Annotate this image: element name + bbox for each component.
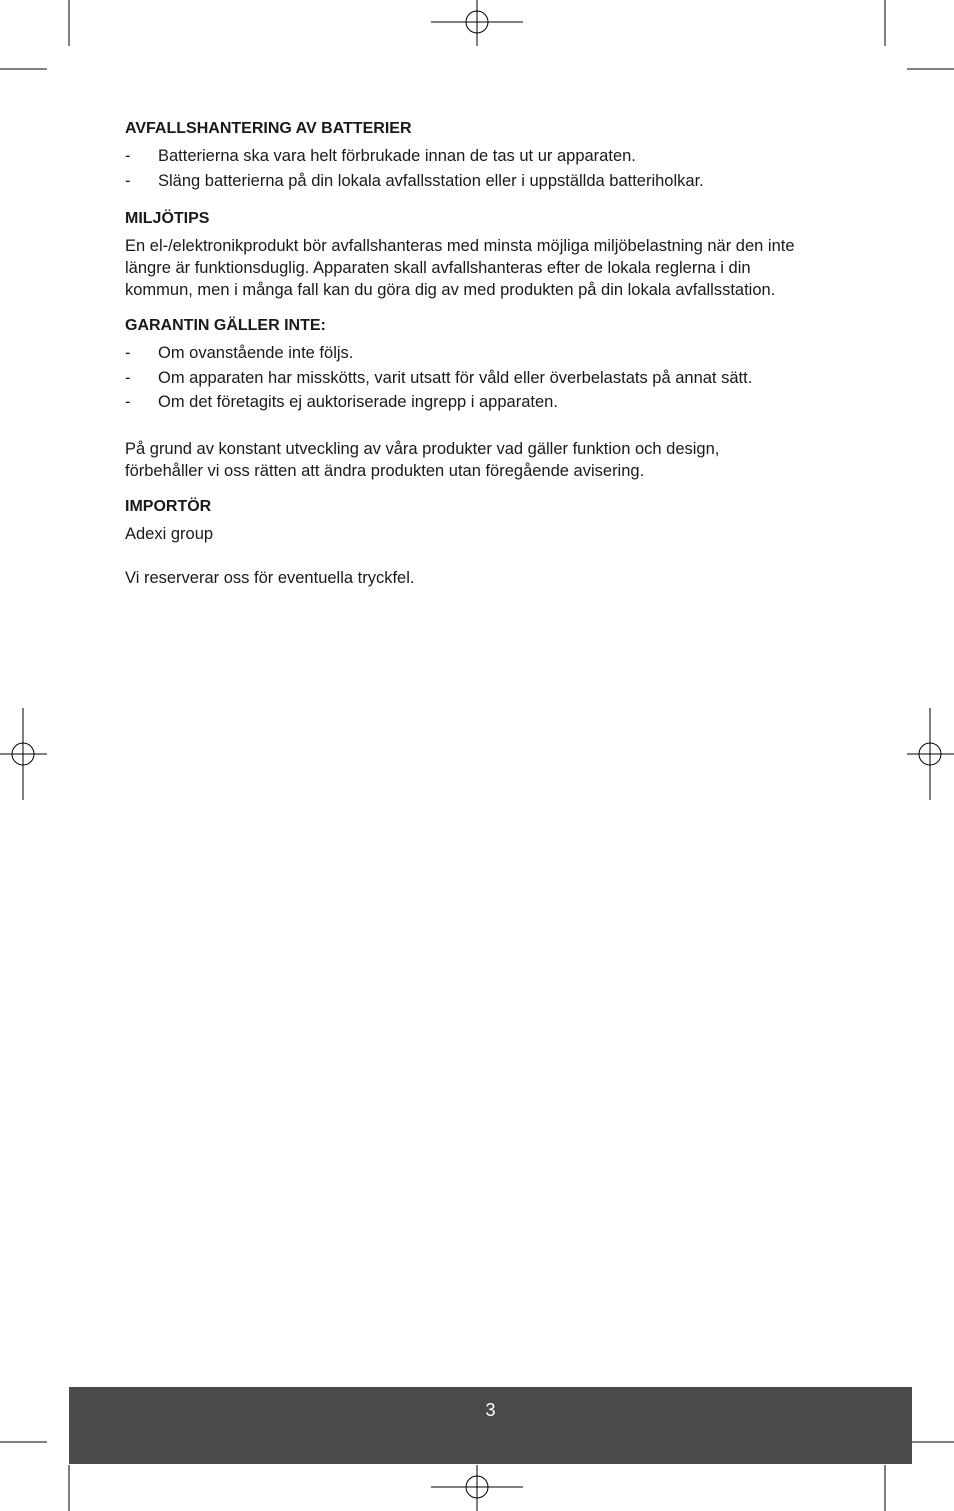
list-item — [125, 170, 845, 192]
registration-mark-top-icon — [431, 0, 523, 46]
changes-line: På grund av konstant utveckling av våra produkter vad gäller funktion och design, — [125, 439, 720, 458]
registration-mark-bottom-icon — [431, 1465, 523, 1511]
footer-bar — [69, 1387, 912, 1464]
bullet-dash: - — [125, 147, 131, 165]
bullet-dash: - — [125, 368, 131, 387]
batteries-list — [125, 145, 845, 192]
list-item-text: Om apparaten har misskötts, varit utsatt för våld eller överbelastats på annat sätt. — [158, 368, 753, 387]
changes-line: förbehåller vi oss rätten att ändra produkten utan föregående avisering. — [125, 461, 645, 480]
eco-line: kommun, men i många fall kan du göra dig av med produkten på din lokala avfallsstation. — [125, 281, 776, 299]
eco-line: längre är funktionsduglig. Apparaten skall avfallshanteras efter de lokala reglerna i din — [125, 259, 751, 277]
warranty-heading: GARANTIN GÄLLER INTE: — [125, 317, 326, 334]
bullet-dash: - — [125, 344, 131, 362]
list-item-text: Om ovanstående inte följs. — [158, 344, 354, 362]
registration-mark-right-icon — [907, 708, 954, 800]
bullet-dash: - — [125, 171, 131, 190]
changes-paragraph — [125, 438, 845, 482]
page-number: 3 — [485, 1400, 496, 1420]
page-content — [125, 118, 845, 589]
warranty-list — [125, 342, 845, 413]
list-item — [125, 391, 845, 413]
disclaimer-text: Vi reserverar oss för eventuella tryckfel. — [125, 568, 415, 587]
eco-line: En el-/elektronikprodukt bör avfallshanteras med minsta möjliga miljöbelastning när den inte — [125, 237, 795, 255]
list-item-text: Batterierna ska vara helt förbrukade innan de tas ut ur apparaten. — [158, 147, 636, 165]
list-item — [125, 367, 845, 389]
eco-paragraph — [125, 235, 845, 301]
list-item — [125, 342, 845, 364]
registration-mark-left-icon — [0, 708, 47, 800]
list-item-text: Släng batterierna på din lokala avfallsstation eller i uppställda batteriholkar. — [158, 171, 704, 190]
eco-heading: MILJÖTIPS — [125, 210, 210, 227]
importer-name: Adexi group — [125, 524, 214, 543]
batteries-heading: AVFALLSHANTERING AV BATTERIER — [125, 120, 412, 137]
list-item-text: Om det företagits ej auktoriserade ingrepp i apparaten. — [158, 393, 558, 411]
importer-heading: IMPORTÖR — [125, 497, 212, 515]
bullet-dash: - — [125, 393, 131, 411]
list-item — [125, 145, 845, 167]
